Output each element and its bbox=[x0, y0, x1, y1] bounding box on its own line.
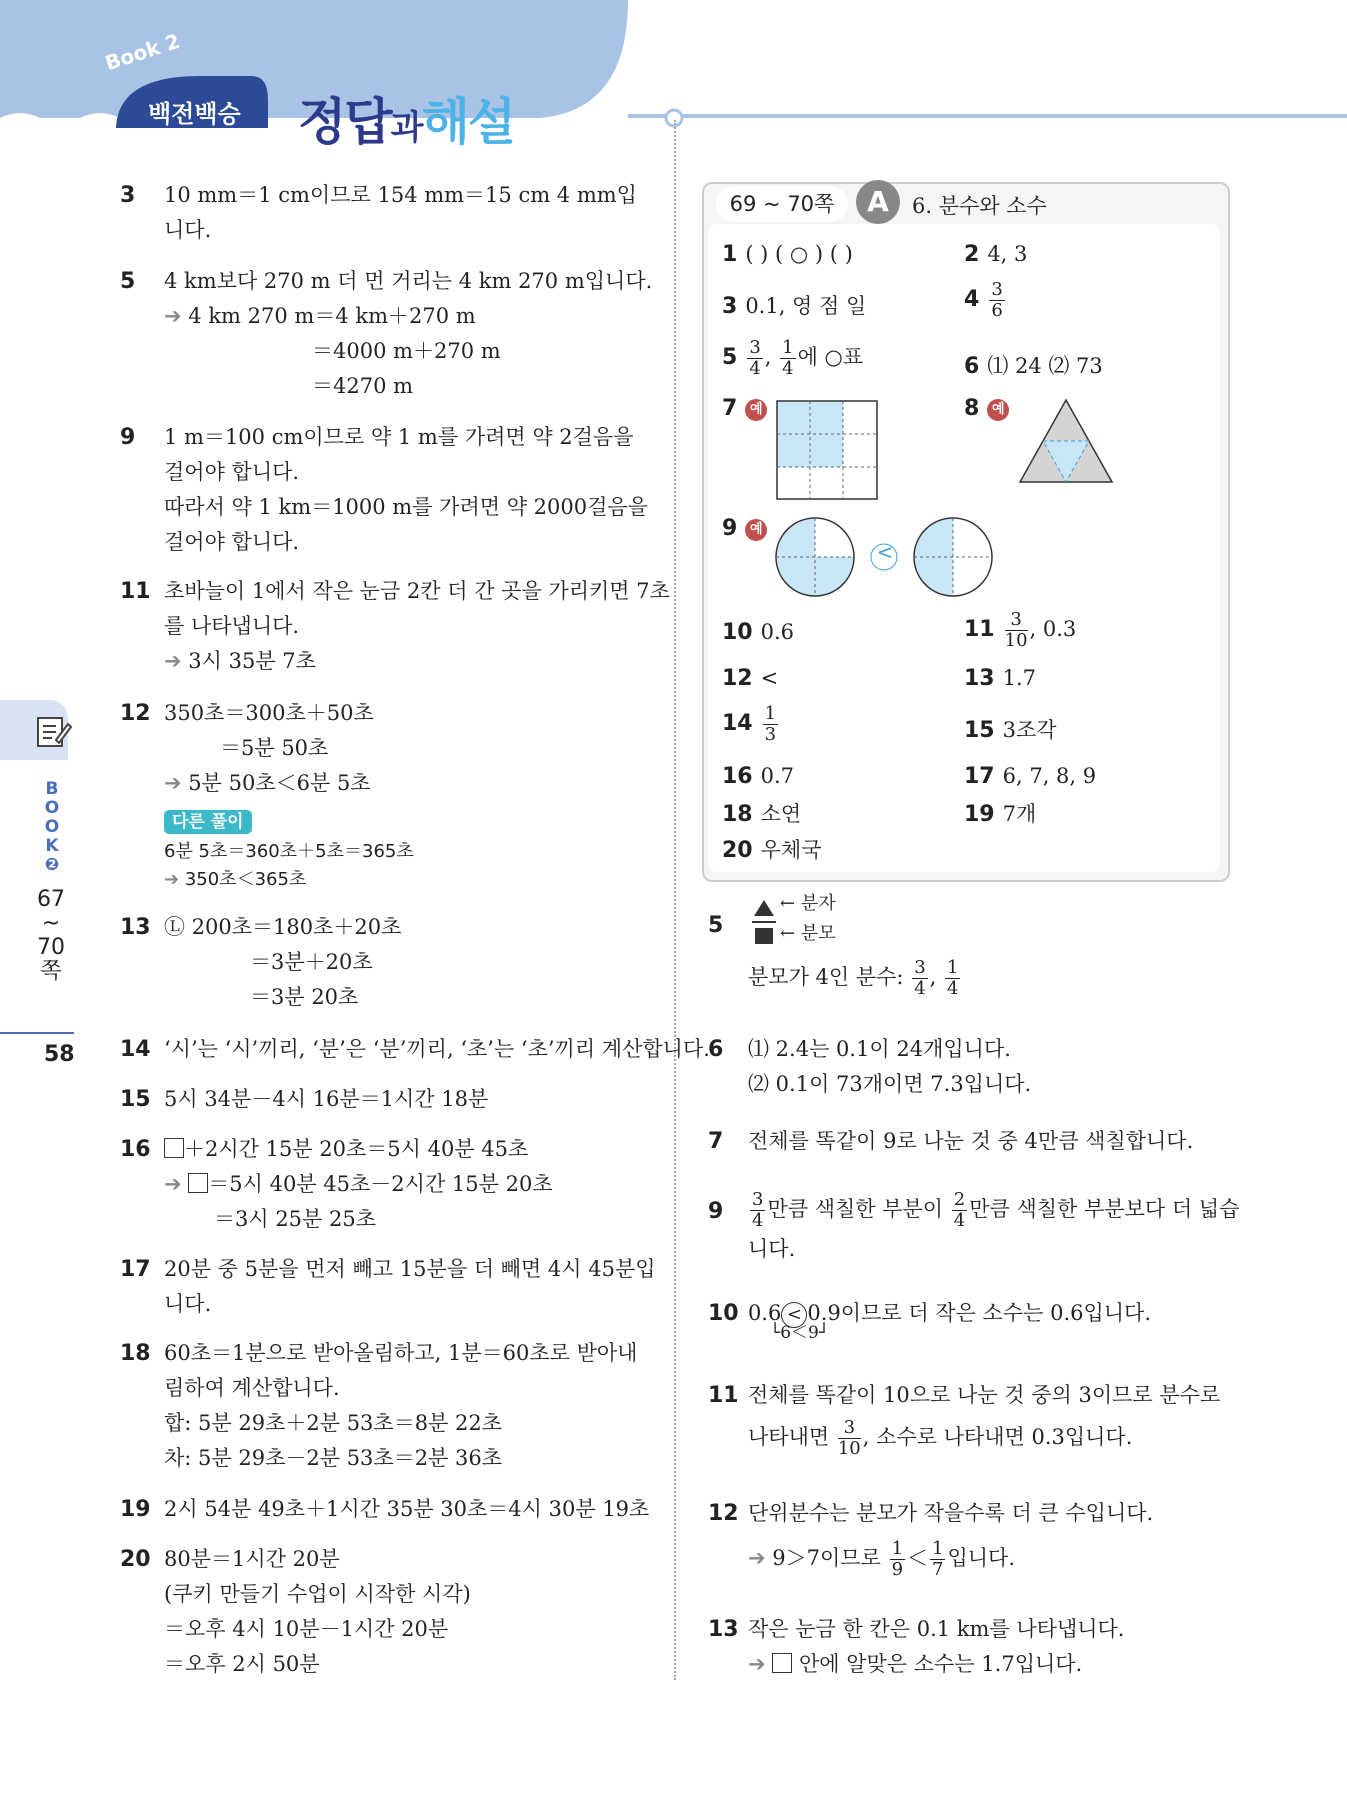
denominator: 10 bbox=[837, 1438, 861, 1459]
side-book-letter: O bbox=[44, 798, 60, 818]
example-badge: 예 bbox=[987, 399, 1009, 421]
answer-number: 9 bbox=[722, 516, 738, 541]
answer-19 bbox=[964, 798, 1036, 828]
side-divider bbox=[0, 1032, 74, 1034]
solution-17 bbox=[120, 1252, 656, 1322]
solution-text: ＝3분 20초 bbox=[250, 985, 359, 1009]
question-number: 18 bbox=[120, 1341, 151, 1366]
answer-text: 0.7 bbox=[760, 764, 795, 788]
fraction bbox=[952, 1190, 967, 1231]
numerator: 1 bbox=[947, 957, 959, 978]
answer-pages: 69 ~ 70쪽 bbox=[716, 186, 848, 222]
question-number: 3 bbox=[120, 183, 136, 208]
answer-number: 15 bbox=[964, 718, 995, 743]
numerator-label: ← 분자 bbox=[780, 893, 836, 914]
denominator: 4 bbox=[752, 1210, 764, 1231]
solution-14 bbox=[120, 1032, 710, 1067]
side-book-letter: B bbox=[45, 779, 59, 799]
solution-text: ＝3분＋20초 bbox=[250, 950, 373, 974]
answer-11 bbox=[964, 610, 1076, 651]
solution-text: 전체를 똑같이 9로 나눈 것 중 4만큼 색칠합니다. bbox=[748, 1129, 1194, 1153]
notepad-icon bbox=[34, 712, 74, 752]
solution-text: 3시 35분 7초 bbox=[188, 649, 316, 673]
blank-box-icon bbox=[188, 1173, 208, 1193]
answer-number: 14 bbox=[722, 711, 753, 736]
solution-13 bbox=[120, 910, 402, 1015]
side-page-text: 67 bbox=[37, 887, 65, 912]
arrow-icon: ➔ bbox=[748, 1652, 766, 1676]
series-name: 백전백승 bbox=[148, 100, 241, 128]
solution-text: 350초＜365초 bbox=[184, 869, 307, 890]
denominator: 6 bbox=[991, 300, 1003, 321]
arrow-icon: ➔ bbox=[164, 1172, 182, 1196]
blank-box-icon bbox=[164, 1138, 184, 1158]
fraction bbox=[1005, 610, 1028, 651]
fraction-symbol-icon bbox=[752, 898, 776, 946]
side-page-text: 쪽 bbox=[40, 959, 62, 984]
side-page-text: 70 bbox=[37, 935, 65, 960]
answer-number: 1 bbox=[722, 242, 738, 267]
side-pages-label bbox=[34, 888, 68, 984]
solution-text: 0.6 bbox=[748, 1301, 782, 1325]
solution-19 bbox=[120, 1492, 650, 1527]
solution-text: 200초＝180초＋20초 bbox=[191, 915, 402, 939]
solution-text: 0.9이므로 더 작은 소수는 0.6입니다. bbox=[807, 1301, 1152, 1325]
answer-number: 17 bbox=[964, 764, 995, 789]
answer-number: 11 bbox=[964, 617, 995, 642]
answer-number: 19 bbox=[964, 802, 995, 827]
answer-13 bbox=[964, 666, 1036, 691]
fraction bbox=[780, 338, 795, 379]
answer-number: 8 bbox=[964, 396, 980, 421]
numerator: 3 bbox=[838, 1418, 861, 1439]
question-number: 12 bbox=[120, 701, 151, 726]
solution-text: ＝5분 50초 bbox=[220, 736, 329, 760]
solution-text: 5시 34분－4시 16분＝1시간 18분 bbox=[164, 1087, 489, 1111]
question-number: 5 bbox=[120, 269, 136, 294]
answer-2 bbox=[964, 242, 1027, 267]
question-number: 20 bbox=[120, 1547, 151, 1572]
solution-text: ＝오후 2시 50분 bbox=[164, 1652, 320, 1676]
answer-text: < bbox=[760, 666, 779, 690]
solution-r10 bbox=[708, 1296, 1152, 1343]
solution-text: 60초＝1분으로 받아올림하고, 1분＝60초로 받아내 bbox=[164, 1341, 638, 1365]
side-book-letter: K bbox=[45, 836, 59, 856]
question-number: 5 bbox=[708, 913, 724, 938]
arrow-icon: ➔ bbox=[748, 1546, 766, 1570]
answer-7 bbox=[722, 396, 767, 421]
level-badge: A bbox=[856, 180, 900, 224]
answer-text: , 0.3 bbox=[1029, 617, 1077, 641]
denominator: 4 bbox=[947, 978, 959, 999]
answer-number: 5 bbox=[722, 345, 738, 370]
solution-text: 4 km 270 m＝4 km＋270 m bbox=[188, 304, 476, 328]
answer-16 bbox=[722, 764, 794, 789]
side-book-letter: ❷ bbox=[44, 855, 60, 875]
solution-text: 2시 54분 49초＋1시간 35분 30초＝4시 30분 19초 bbox=[164, 1497, 650, 1521]
question-number: 12 bbox=[708, 1501, 739, 1526]
solution-r11 bbox=[708, 1378, 1221, 1461]
fraction bbox=[912, 958, 927, 999]
solution-r7 bbox=[708, 1124, 1194, 1159]
answer-number: 7 bbox=[722, 396, 738, 421]
numerator: 1 bbox=[764, 703, 777, 724]
fraction bbox=[763, 704, 778, 745]
comparison-note: └6＜9┘ bbox=[770, 1323, 830, 1343]
page-number: 58 bbox=[44, 1042, 75, 1067]
solution-text: 전체를 똑같이 10으로 나눈 것 중의 3이므로 분수로 bbox=[748, 1383, 1221, 1407]
answer-text: 에 ○표 bbox=[797, 345, 864, 369]
solution-text: 단위분수는 분모가 작을수록 더 큰 수입니다. bbox=[748, 1501, 1154, 1525]
answer-text: 6, 7, 8, 9 bbox=[1002, 764, 1097, 788]
solution-text: 걸어야 합니다. bbox=[164, 460, 300, 484]
solution-text: 니다. bbox=[164, 1292, 212, 1316]
solution-text: 350초＝300초＋50초 bbox=[164, 701, 374, 725]
book-tag: Book 2 bbox=[102, 28, 183, 76]
solution-text: 80분＝1시간 20분 bbox=[164, 1547, 340, 1571]
solution-18 bbox=[120, 1336, 638, 1476]
denominator: 9 bbox=[891, 1559, 904, 1580]
solution-5 bbox=[120, 264, 653, 404]
column-divider bbox=[674, 120, 676, 1680]
solution-text: 나타내면 bbox=[748, 1425, 830, 1449]
answer-number: 10 bbox=[722, 620, 753, 645]
solution-text: 림하여 계산합니다. bbox=[164, 1376, 340, 1400]
solution-text: ＝5시 40분 45초－2시간 15분 20초 bbox=[208, 1172, 553, 1196]
arrow-icon: ➔ bbox=[164, 304, 182, 328]
title-part-1: 정답 bbox=[298, 93, 391, 151]
answer-number: 18 bbox=[722, 802, 753, 827]
solution-text: 4 km보다 270 m 더 먼 거리는 4 km 270 m입니다. bbox=[164, 269, 653, 293]
solution-text: 5분 50초＜6분 5초 bbox=[188, 771, 371, 795]
compare-symbol: < bbox=[876, 540, 894, 564]
solution-9 bbox=[120, 420, 648, 560]
solution-text: ⑵ 0.1이 73개이면 7.3입니다. bbox=[748, 1072, 1032, 1096]
grid-figure bbox=[776, 400, 878, 500]
numerator: 1 bbox=[932, 1538, 944, 1559]
solution-r9 bbox=[708, 1186, 1240, 1267]
question-number: 13 bbox=[708, 1617, 739, 1642]
numerator: 3 bbox=[991, 279, 1003, 300]
side-page-text: ~ bbox=[41, 911, 61, 936]
solution-text: 니다. bbox=[748, 1237, 796, 1261]
numerator: 2 bbox=[953, 1189, 966, 1210]
fraction bbox=[945, 958, 960, 999]
blank-box-icon bbox=[772, 1653, 792, 1673]
question-number: 9 bbox=[708, 1199, 724, 1224]
question-number: 16 bbox=[120, 1137, 151, 1162]
example-badge: 예 bbox=[745, 399, 767, 421]
solution-text: 작은 눈금 한 칸은 0.1 km를 나타냅니다. bbox=[748, 1617, 1125, 1641]
solution-text: 를 나타냅니다. bbox=[164, 614, 300, 638]
denominator: 3 bbox=[764, 724, 777, 745]
solution-text: 합: 5분 29초＋2분 53초＝8분 22초 bbox=[164, 1411, 503, 1435]
fraction bbox=[890, 1539, 905, 1580]
title-part-3: 해설 bbox=[421, 93, 515, 151]
question-number: 11 bbox=[120, 579, 151, 604]
denominator: 7 bbox=[932, 1559, 944, 1580]
numerator: 1 bbox=[891, 1538, 904, 1559]
solution-r13 bbox=[708, 1612, 1125, 1682]
answer-text: ⑴ 24 ⑵ 73 bbox=[987, 354, 1103, 378]
answer-text: 3조각 bbox=[1002, 718, 1057, 742]
question-number: 7 bbox=[708, 1129, 724, 1154]
solution-text: (쿠키 만들기 수업이 시작한 시각) bbox=[164, 1582, 471, 1606]
answer-text: 1.7 bbox=[1002, 666, 1037, 690]
solution-text: 입니다. bbox=[947, 1546, 1016, 1570]
arrow-icon: ➔ bbox=[164, 649, 182, 673]
answer-text: 0.1, 영 점 일 bbox=[745, 294, 867, 318]
solution-text: 만큼 색칠한 부분보다 더 넓습 bbox=[969, 1197, 1240, 1221]
solution-text: ‘시’는 ‘시’끼리, ‘분’은 ‘분’끼리, ‘초’는 ‘초’끼리 계산합니다. bbox=[164, 1037, 710, 1061]
answer-17 bbox=[964, 764, 1096, 789]
solution-text: 안에 알맞은 소수는 1.7입니다. bbox=[798, 1652, 1083, 1676]
answer-number: 6 bbox=[964, 354, 980, 379]
solution-text: ＝3시 25분 25초 bbox=[214, 1207, 377, 1231]
solution-text: 걸어야 합니다. bbox=[164, 530, 300, 554]
answer-text: 7개 bbox=[1002, 802, 1037, 826]
answer-3 bbox=[722, 290, 866, 320]
answer-18 bbox=[722, 798, 801, 828]
side-tab bbox=[0, 700, 68, 760]
solution-text: ＝오후 4시 10분－1시간 20분 bbox=[164, 1617, 449, 1641]
answer-number: 16 bbox=[722, 764, 753, 789]
answer-10 bbox=[722, 620, 794, 645]
numerator: 1 bbox=[782, 337, 794, 358]
answer-number: 20 bbox=[722, 838, 753, 863]
fraction bbox=[750, 1190, 765, 1231]
solution-text: 차: 5분 29초－2분 53초＝2분 36초 bbox=[164, 1446, 503, 1470]
question-number: 6 bbox=[708, 1037, 724, 1062]
numerator: 3 bbox=[1005, 610, 1028, 631]
answer-20 bbox=[722, 834, 821, 864]
solution-text: 따라서 약 1 km＝1000 m를 가려면 약 2000걸음을 bbox=[164, 495, 648, 519]
solution-r5: 5 ← 분자 ← 분모 분모가 4인 분수: $\frac{3}{4}$ , $\frac{1}{4}$ bbox=[748, 890, 962, 999]
question-number: 15 bbox=[120, 1087, 151, 1112]
solution-r6 bbox=[708, 1032, 1032, 1102]
question-number: 17 bbox=[120, 1257, 151, 1282]
solution-text: ＜ bbox=[907, 1546, 929, 1570]
answer-14 bbox=[722, 704, 780, 745]
solution-text: 1 m＝100 cm이므로 약 1 m를 가려면 약 2걸음을 bbox=[164, 425, 634, 449]
answer-number: 2 bbox=[964, 242, 980, 267]
answer-text: ( ) ( ○ ) ( ) bbox=[745, 242, 853, 266]
answer-15 bbox=[964, 714, 1057, 744]
solution-16 bbox=[120, 1132, 553, 1237]
denominator: 4 bbox=[914, 978, 926, 999]
solution-15 bbox=[120, 1082, 489, 1117]
solution-text: 초바늘이 1에서 작은 눈금 2칸 더 간 곳을 가리키면 7초 bbox=[164, 579, 670, 603]
fraction bbox=[747, 338, 762, 379]
denominator: 4 bbox=[953, 1210, 966, 1231]
solution-text: , 소수로 나타내면 0.3입니다. bbox=[862, 1425, 1133, 1449]
question-number: 19 bbox=[120, 1497, 151, 1522]
answer-4 bbox=[964, 280, 1007, 321]
solution-text: 20분 중 5분을 먼저 빼고 15분을 더 빼면 4시 45분입 bbox=[164, 1257, 656, 1281]
answer-number: 3 bbox=[722, 294, 738, 319]
numerator: 3 bbox=[749, 337, 761, 358]
answer-number: 4 bbox=[964, 287, 980, 312]
solution-text: 니다. bbox=[164, 218, 212, 242]
denominator-label: ← 분모 bbox=[780, 923, 836, 944]
numerator: 3 bbox=[752, 1189, 764, 1210]
answer-5: 5 $\frac{3}{4}$ , $\frac{1}{4}$ 에 ○표 bbox=[722, 337, 864, 379]
answer-number: 13 bbox=[964, 666, 995, 691]
circled-l-mark: Ⓛ bbox=[164, 915, 185, 939]
solution-text: 6분 5초＝360초＋5초＝365초 bbox=[164, 841, 414, 862]
side-book-letter: O bbox=[44, 817, 60, 837]
circled-compare-symbol: < bbox=[781, 1302, 807, 1328]
alt-solution-badge: 다른 풀이 bbox=[164, 810, 252, 834]
solution-20 bbox=[120, 1542, 471, 1682]
solution-text: ＋2시간 15분 20초＝5시 40분 45초 bbox=[184, 1137, 529, 1161]
solution-text: 만큼 색칠한 부분이 bbox=[767, 1197, 944, 1221]
fraction bbox=[838, 1418, 861, 1459]
answer-text: 4, 3 bbox=[987, 242, 1028, 266]
fraction bbox=[989, 280, 1004, 321]
denominator: 10 bbox=[1004, 630, 1028, 651]
answer-text: 소연 bbox=[760, 802, 802, 826]
question-number: 14 bbox=[120, 1037, 151, 1062]
question-number: 11 bbox=[708, 1383, 739, 1408]
fraction bbox=[930, 1539, 945, 1580]
unit-title: 6. 분수와 소수 bbox=[912, 194, 1047, 218]
answer-9 bbox=[722, 516, 767, 541]
triangle-figure bbox=[1018, 398, 1114, 484]
question-number: 10 bbox=[708, 1301, 739, 1326]
example-badge: 예 bbox=[745, 519, 767, 541]
side-book-label bbox=[42, 780, 62, 875]
answer-number: 12 bbox=[722, 666, 753, 691]
title-part-2: 과 bbox=[390, 108, 422, 148]
arrow-icon: ➔ bbox=[164, 869, 180, 890]
answer-text: 우체국 bbox=[760, 838, 822, 862]
denominator: 4 bbox=[749, 358, 761, 379]
solution-r12 bbox=[708, 1496, 1154, 1585]
denominator: 4 bbox=[782, 358, 794, 379]
answer-text: 0.6 bbox=[760, 620, 795, 644]
answer-1 bbox=[722, 242, 853, 267]
solution-text: ＝4270 m bbox=[312, 374, 414, 398]
solution-12 bbox=[120, 696, 414, 894]
page-title bbox=[298, 82, 514, 154]
answer-8 bbox=[964, 396, 1009, 421]
arrow-icon: ➔ bbox=[164, 771, 182, 795]
solution-text: 9＞7이므로 bbox=[772, 1546, 881, 1570]
solution-text: 분모가 4인 분수: bbox=[748, 965, 904, 989]
solution-text: 10 mm＝1 cm이므로 154 mm＝15 cm 4 mm입 bbox=[164, 183, 637, 207]
question-number: 13 bbox=[120, 915, 151, 940]
answer-12 bbox=[722, 666, 778, 691]
question-number: 9 bbox=[120, 425, 136, 450]
solution-3 bbox=[120, 178, 637, 248]
numerator: 3 bbox=[914, 957, 926, 978]
solution-text: ＝4000 m＋270 m bbox=[312, 339, 501, 363]
answer-6 bbox=[964, 350, 1103, 380]
solution-11 bbox=[120, 574, 670, 679]
solution-text: ⑴ 2.4는 0.1이 24개입니다. bbox=[748, 1037, 1011, 1061]
